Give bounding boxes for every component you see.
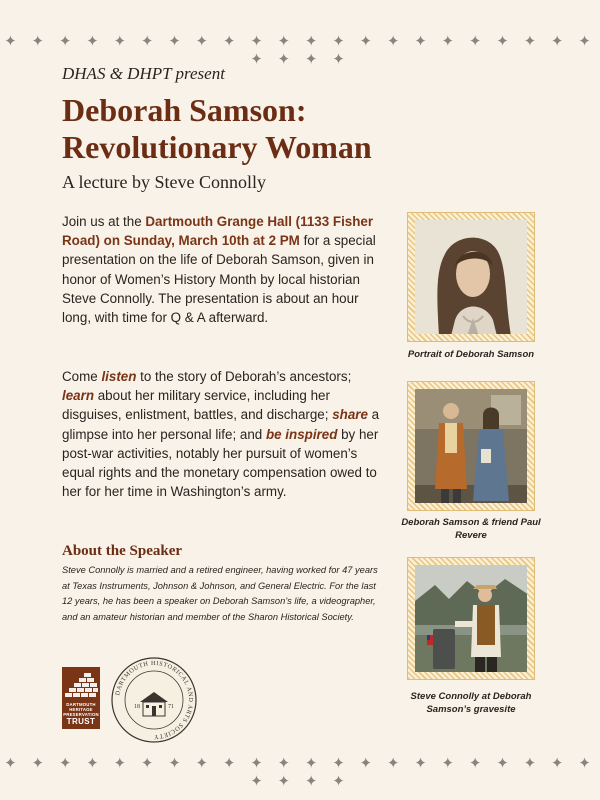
painting-image (415, 389, 527, 503)
historical-society-seal (110, 656, 198, 744)
intro-lead: Join us at the (62, 214, 146, 229)
be-inspired-keyword: be inspired (265, 426, 338, 442)
title-line-2: Revolutionary Woman (62, 129, 372, 165)
intro-paragraph (62, 212, 382, 327)
listen-keyword: listen (101, 369, 137, 384)
heritage-trust-logo (62, 667, 100, 729)
gravesite-photo (415, 565, 527, 672)
gravesite-frame (407, 557, 535, 680)
painting-frame (407, 381, 535, 511)
portrait-caption: Portrait of Deborah Samson (407, 349, 535, 360)
portrait-image (415, 220, 527, 334)
activities-text-3: about her military service, including her disguises, enlistment, battles, and discharge; (62, 388, 333, 423)
title-line-1: Deborah Samson: (62, 92, 307, 128)
trust-logo-text: DARTMOUTH HERITAGE PRESERVATION (63, 702, 99, 718)
event-title (62, 92, 422, 166)
trust-logo-word: TRUST (66, 717, 96, 726)
bottom-star-border: ✦ ✦ ✦ ✦ ✦ ✦ ✦ ✦ ✦ ✦ ✦ ✦ ✦ ✦ ✦ ✦ ✦ ✦ ✦ ✦ ✦ ✦ ✦ ✦ ✦ ✦ (4, 754, 596, 790)
seal-year-left: 18 (134, 704, 140, 710)
presenters-line: DHAS & DHPT present (62, 64, 225, 83)
activities-text-1: Come (62, 369, 102, 384)
gravesite-caption: Steve Connolly at Deborah Samson’s gravesite (410, 691, 532, 715)
learn-keyword: learn (62, 388, 95, 404)
painting-caption: Deborah Samson & friend Paul Revere (401, 517, 541, 541)
event-subtitle: A lecture by Steve Connolly (62, 172, 266, 192)
activities-text-4: a glimpse into her personal life; and (62, 407, 380, 442)
activities-paragraph (62, 367, 382, 501)
speaker-bio: Steve Connolly is married and a retired engineer, having worked for 47 years at Texas Instruments, Johnson & Johnson, and General Electric. For the last 12 years, he has been a speaker on Deborah Samson’s life, a videographer, and an amateur historian and member of the Sharon Historical Society. (62, 565, 378, 623)
activities-text-2: to the story of Deborah’s ancestors; (136, 369, 352, 384)
seal-year-right: 71 (168, 704, 174, 710)
portrait-frame (407, 212, 535, 342)
activities-text-5: by her post-war activities, notably her pursuit of women’s equal rights and the monetary compensation owed to her for her time in Washington’s army. (62, 426, 379, 500)
about-speaker-heading: About the Speaker (62, 543, 183, 559)
intro-body: for a special presentation on the life of Deborah Samson, given in honor of Women’s History Month by local historian Steve Connolly. The presentation is about an hour long, with time for Q & A afterward. (62, 233, 376, 326)
seal-ring-text: DARTMOUTH HISTORICAL AND ARTS SOCIETY (114, 659, 195, 741)
venue-datetime: Dartmouth Grange Hall (1133 Fisher Road) on Sunday, March 10th at 2 PM (62, 214, 374, 249)
share-keyword: share (332, 407, 368, 423)
top-star-border: ✦ ✦ ✦ ✦ ✦ ✦ ✦ ✦ ✦ ✦ ✦ ✦ ✦ ✦ ✦ ✦ ✦ ✦ ✦ ✦ ✦ ✦ ✦ ✦ ✦ ✦ (4, 32, 596, 68)
